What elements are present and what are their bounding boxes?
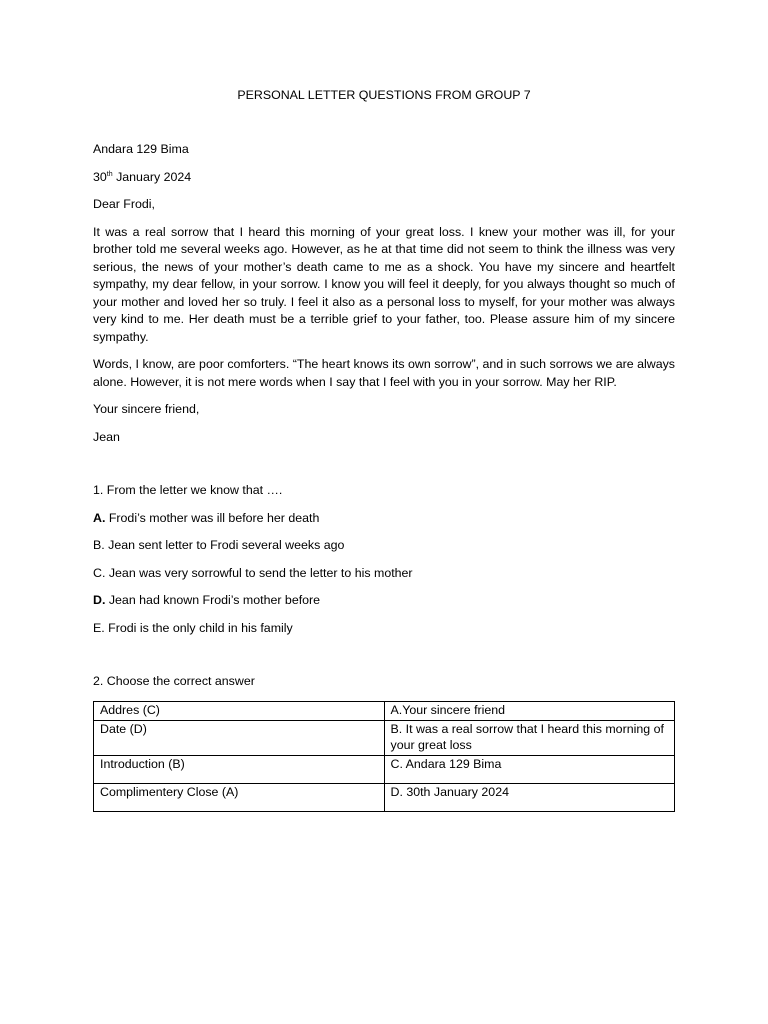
table-row xyxy=(94,720,675,755)
option-text: Jean had known Frodi’s mother before xyxy=(105,593,321,607)
letter-date xyxy=(93,169,675,187)
document-body xyxy=(93,141,675,812)
letter-greeting: Dear Frodi, xyxy=(93,197,155,211)
table-cell-left: Introduction (B) xyxy=(94,755,385,783)
option-letter: A. xyxy=(93,510,106,525)
table-cell-left: Addres (C) xyxy=(94,701,385,720)
document-title: PERSONAL LETTER QUESTIONS FROM GROUP 7 xyxy=(237,88,531,102)
table-row xyxy=(94,701,675,720)
question-2-prompt: 2. Choose the correct answer xyxy=(93,674,255,688)
table-cell-left: Complimentery Close (A) xyxy=(94,783,385,811)
table-row xyxy=(94,755,675,783)
date-suffix: th xyxy=(106,170,113,178)
letter-paragraph: It was a real sorrow that I heard this morning of your great loss. I knew your mother was ill, for your brother told me several weeks ago. However, as he at that time did not seem to think the illness was very serious, the news of your mother’s death came to me as a shock. You have my sincere and heartfelt sympathy, my dear fellow, in your sorrow. I know you will feel it deeply, for you always thought so much of your mother and loved her so truly. I feel it also as a personal loss to myself, for your mother was always very kind to me. Her death must be a terrible grief to your father, too. Please assure him of my sincere sympathy. xyxy=(93,224,675,344)
option-letter: B. xyxy=(93,538,105,552)
date-day: 30 xyxy=(93,169,107,184)
question-1-option-d xyxy=(93,592,675,610)
question-1-option-c xyxy=(93,565,675,583)
table-cell-right: C. Andara 129 Bima xyxy=(384,755,675,783)
table-cell-left: Date (D) xyxy=(94,720,385,755)
letter-closing: Your sincere friend, xyxy=(93,402,200,416)
date-month-year: January 2024 xyxy=(112,169,192,184)
sender-address: Andara 129 Bima xyxy=(93,142,189,156)
option-text: Frodi is the only child in his family xyxy=(104,620,293,635)
table-row xyxy=(94,783,675,811)
option-text: Frodi’s mother was ill before her death xyxy=(105,510,320,525)
option-text: Jean sent letter to Frodi several weeks ago xyxy=(104,538,345,552)
option-letter: D. xyxy=(93,593,106,607)
table-cell-right: A.Your sincere friend xyxy=(384,701,675,720)
letter-paragraph: Words, I know, are poor comforters. “The heart knows its own sorrow”, and in such sorrows we are always alone. However, it is not mere words when I say that I feel with you in your sorrow. May her RIP. xyxy=(93,357,675,389)
matching-table xyxy=(93,701,675,812)
option-text: Jean was very sorrowful to send the letter to his mother xyxy=(105,565,413,580)
question-1-option-e xyxy=(93,620,675,638)
question-1-option-b xyxy=(93,537,675,555)
question-1-option-a xyxy=(93,510,675,528)
table-cell-right: B. It was a real sorrow that I heard this morning of your great loss xyxy=(384,720,675,755)
letter-signature: Jean xyxy=(93,429,120,444)
option-letter: E. xyxy=(93,620,105,635)
option-letter: C. xyxy=(93,565,106,580)
question-1-prompt: 1. From the letter we know that …. xyxy=(93,483,283,497)
table-cell-right: D. 30th January 2024 xyxy=(384,783,675,811)
